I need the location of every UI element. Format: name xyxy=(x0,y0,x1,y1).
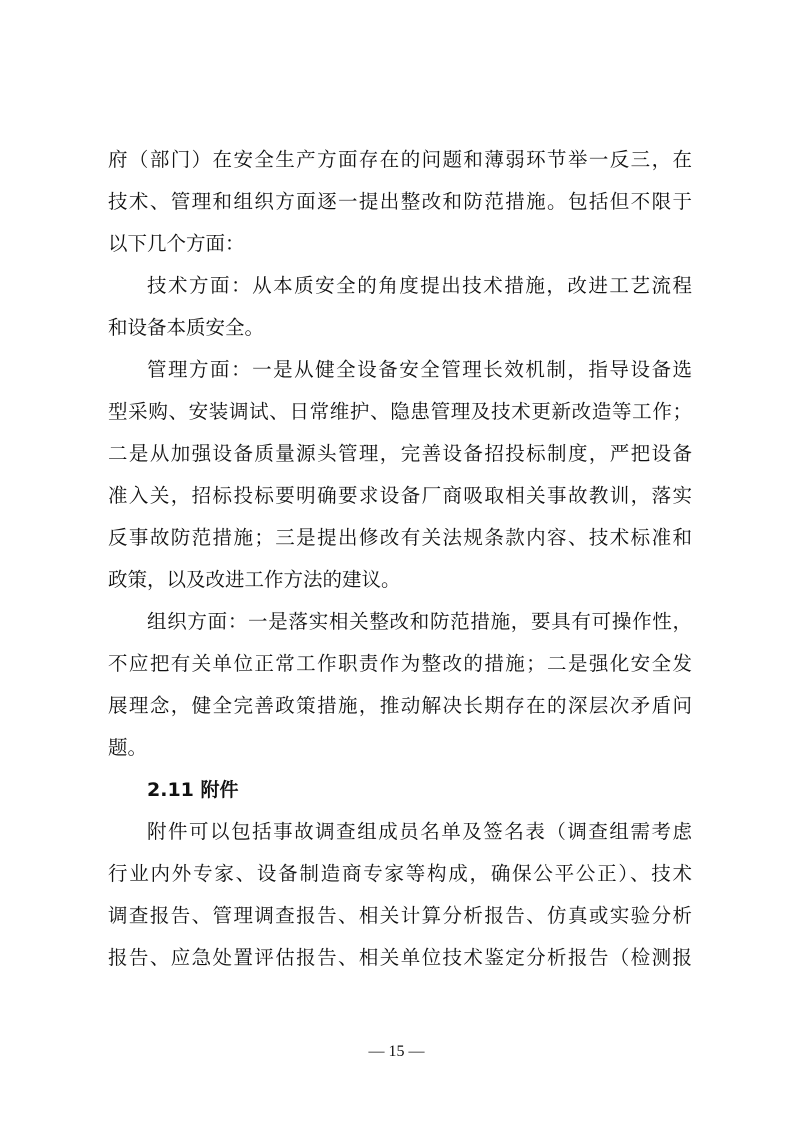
body-text-line: 以下几个方面： xyxy=(108,232,245,255)
body-text-line: 行业内外专家、设备制造商专家等构成，确保公平公正）、技术 xyxy=(108,862,692,885)
body-text-line: 和设备本质安全。 xyxy=(108,316,265,339)
body-text-line: 二是从加强设备质量源头管理，完善设备招投标制度，严把设备 xyxy=(108,442,692,465)
body-text-line: 不应把有关单位正常工作职责作为整改的措施；二是强化安全发 xyxy=(108,652,692,675)
section-heading: 2.11 附件 xyxy=(147,779,239,801)
paragraph-attachment-first-line: 附件可以包括事故调查组成员名单及签名表（调查组需考虑 xyxy=(147,820,692,843)
paragraph-technical-first-line: 技术方面：从本质安全的角度提出技术措施，改进工艺流程 xyxy=(147,274,692,297)
page-number: — 15 — xyxy=(368,1043,425,1060)
body-text-line: 报告、应急处置评估报告、相关单位技术鉴定分析报告（检测报 xyxy=(108,946,692,969)
body-text-line: 府（部门）在安全生产方面存在的问题和薄弱环节举一反三，在 xyxy=(108,148,692,171)
paragraph-management-first-line: 管理方面：一是从健全设备安全管理长效机制，指导设备选 xyxy=(147,358,692,381)
body-text-line: 反事故防范措施；三是提出修改有关法规条款内容、技术标准和 xyxy=(108,526,692,549)
body-text-line: 技术、管理和组织方面逐一提出整改和防范措施。包括但不限于 xyxy=(108,190,692,213)
body-text-line: 题。 xyxy=(108,736,148,759)
body-text-line: 调查报告、管理调查报告、相关计算分析报告、仿真或实验分析 xyxy=(108,904,692,927)
body-text-line: 展理念，健全完善政策措施，推动解决长期存在的深层次矛盾问 xyxy=(108,694,692,717)
body-text-line: 准入关，招标投标要明确要求设备厂商吸取相关事故教训，落实 xyxy=(108,484,692,507)
paragraph-organization-first-line: 组织方面：一是落实相关整改和防范措施，要具有可操作性， xyxy=(147,610,692,633)
body-text-line: 型采购、安装调试、日常维护、隐患管理及技术更新改造等工作； xyxy=(108,400,692,423)
body-text-line: 政策，以及改进工作方法的建议。 xyxy=(108,568,401,591)
